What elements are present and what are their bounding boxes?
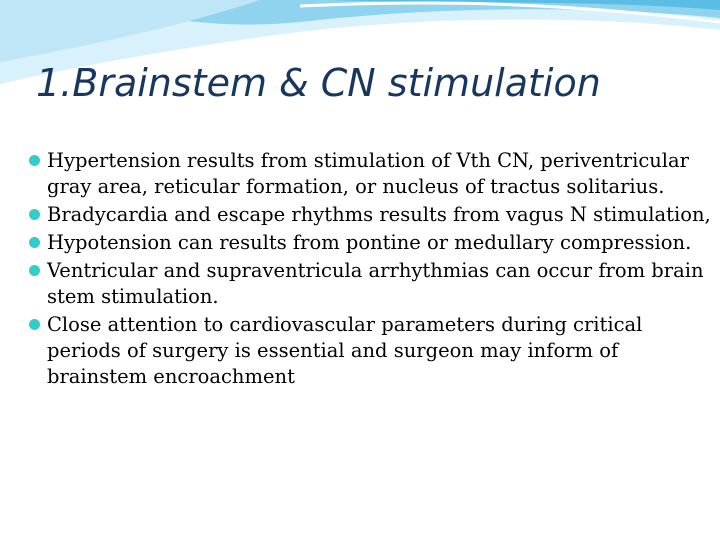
bullet-dot-icon xyxy=(29,155,40,166)
bullet-item xyxy=(28,258,712,310)
bullet-text: Bradycardia and escape rhythms results from vagus N stimulation, xyxy=(47,203,711,226)
bullet-dot-icon xyxy=(29,237,40,248)
bullet-text: Hypertension results from stimulation of Vth CN, periventricular gray area, reticular formation, or nucleus of tractus solitarius. xyxy=(47,149,689,198)
bullet-dot-icon xyxy=(29,209,40,220)
bullet-item xyxy=(28,148,712,200)
bullet-item xyxy=(28,312,712,390)
slide-title: 1.Brainstem & CN stimulation xyxy=(36,61,601,105)
bullet-text: Ventricular and supraventricula arrhythmias can occur from brain stem stimulation. xyxy=(47,259,704,308)
bullet-text: Hypotension can results from pontine or medullary compression. xyxy=(47,231,692,254)
bullet-item xyxy=(28,202,712,228)
bullet-list xyxy=(28,148,712,392)
bullet-item xyxy=(28,230,712,256)
bullet-dot-icon xyxy=(29,265,40,276)
bullet-text: Close attention to cardiovascular parameters during critical periods of surgery is essential and surgeon may inform of brainstem encroachment xyxy=(47,313,643,388)
bullet-dot-icon xyxy=(29,319,40,330)
